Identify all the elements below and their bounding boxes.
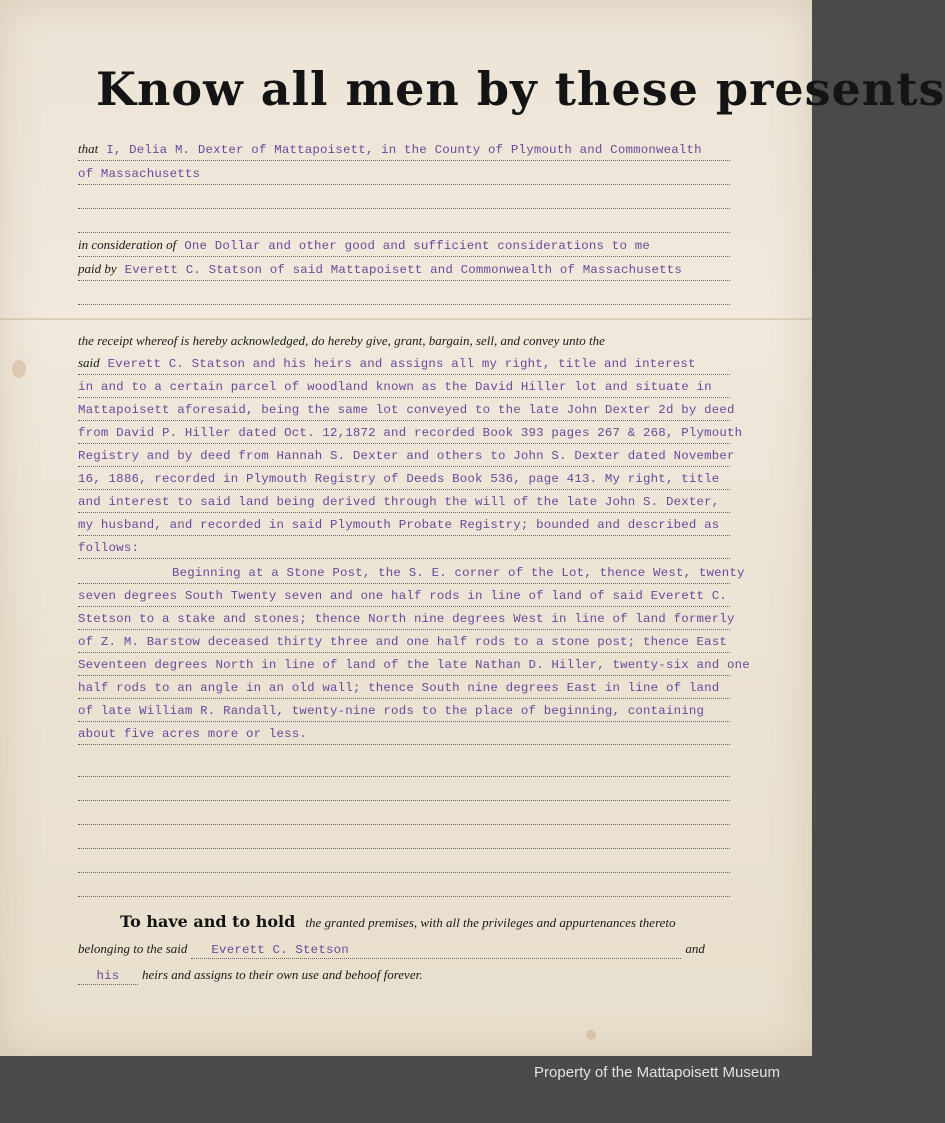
conveyance-line: and interest to said land being derived through the will of the late John S. Dexter, xyxy=(78,492,730,513)
conveyance-line: from David P. Hiller dated Oct. 12,1872 and recorded Book 393 pages 267 & 268, Plymouth xyxy=(78,423,730,444)
grantor-text: of Massachusetts xyxy=(78,167,201,181)
description-line: of late William R. Randall, twenty-nine rods to the place of beginning, containing xyxy=(78,701,730,722)
blank-line xyxy=(78,828,730,849)
blank-line xyxy=(78,212,730,233)
description-line: seven degrees South Twenty seven and one half rods in line of land of said Everett C. xyxy=(78,586,730,607)
grantee-name: Everett C. Stetson xyxy=(211,943,349,957)
blank-line xyxy=(78,756,730,777)
consideration-text: One Dollar and other good and sufficient considerations to me xyxy=(184,239,650,253)
description-line: about five acres more or less. xyxy=(78,724,730,745)
conveyance-line: Mattapoisett aforesaid, being the same lot conveyed to the late John Dexter 2d by deed xyxy=(78,400,730,421)
conveyance-line: in and to a certain parcel of woodland known as the David Hiller lot and situate in xyxy=(78,377,730,398)
deed-title: Know all men by these presents xyxy=(96,62,945,116)
conveyance-line: follows: xyxy=(78,538,730,559)
consideration-line xyxy=(78,236,730,257)
fold-crease xyxy=(0,318,812,320)
said-label: said xyxy=(78,355,100,370)
consideration-label: in consideration of xyxy=(78,237,177,252)
habendum-line-3: his heirs and assigns to their own use and behoof forever. xyxy=(78,966,678,985)
description-line: Seventeen degrees North in line of land of the late Nathan D. Hiller, twenty-six and one xyxy=(78,655,730,676)
paid-by-line xyxy=(78,260,730,281)
conveyance-line: my husband, and recorded in said Plymouth Probate Registry; bounded and described as xyxy=(78,515,730,536)
paid-by-text: Everett C. Statson of said Mattapoisett and Commonwealth of Massachusetts xyxy=(124,263,683,277)
conveyance-line: 16, 1886, recorded in Plymouth Registry of Deeds Book 536, page 413. My right, title xyxy=(78,469,730,490)
blank-line xyxy=(78,876,730,897)
stain xyxy=(12,360,26,378)
that-label: that xyxy=(78,141,99,156)
grantor-line-1 xyxy=(78,140,730,161)
blank-line xyxy=(78,188,730,209)
conveyance-line: said Everett C. Statson and his heirs and assigns all my right, title and interest xyxy=(78,354,730,375)
blank-line xyxy=(78,780,730,801)
habendum-line-2: belonging to the said Everett C. Stetson and xyxy=(78,941,705,957)
stain xyxy=(586,1030,596,1040)
description-line: Beginning at a Stone Post, the S. E. corner of the Lot, thence West, twenty xyxy=(78,563,730,584)
blank-line xyxy=(78,852,730,873)
blank-line xyxy=(78,284,730,305)
habendum-heading: To have and to hold xyxy=(120,912,296,931)
description-line: of Z. M. Barstow deceased thirty three and one half rods to a stone post; thence East xyxy=(78,632,730,653)
museum-watermark: Property of the Mattapoisett Museum xyxy=(534,1064,780,1081)
description-line: Stetson to a stake and stones; thence North nine degrees West in line of land formerly xyxy=(78,609,730,630)
conveyance-line: Registry and by deed from Hannah S. Dexter and others to John S. Dexter dated November xyxy=(78,446,730,467)
blank-line xyxy=(78,804,730,825)
grantor-line-2 xyxy=(78,164,730,185)
pronoun: his xyxy=(96,969,120,983)
grantor-text: I, Delia M. Dexter of Mattapoisett, in the County of Plymouth and Commonwealth xyxy=(106,143,702,157)
paid-by-label: paid by xyxy=(78,261,117,276)
receipt-clause: the receipt whereof is hereby acknowledged, do hereby give, grant, bargain, sell, and convey unto the xyxy=(78,333,605,348)
habendum-line-1: To have and to hold the granted premises, with all the privileges and appurtenances thereto xyxy=(120,912,676,931)
description-line: half rods to an angle in an old wall; thence South nine degrees East in line of land xyxy=(78,678,730,699)
